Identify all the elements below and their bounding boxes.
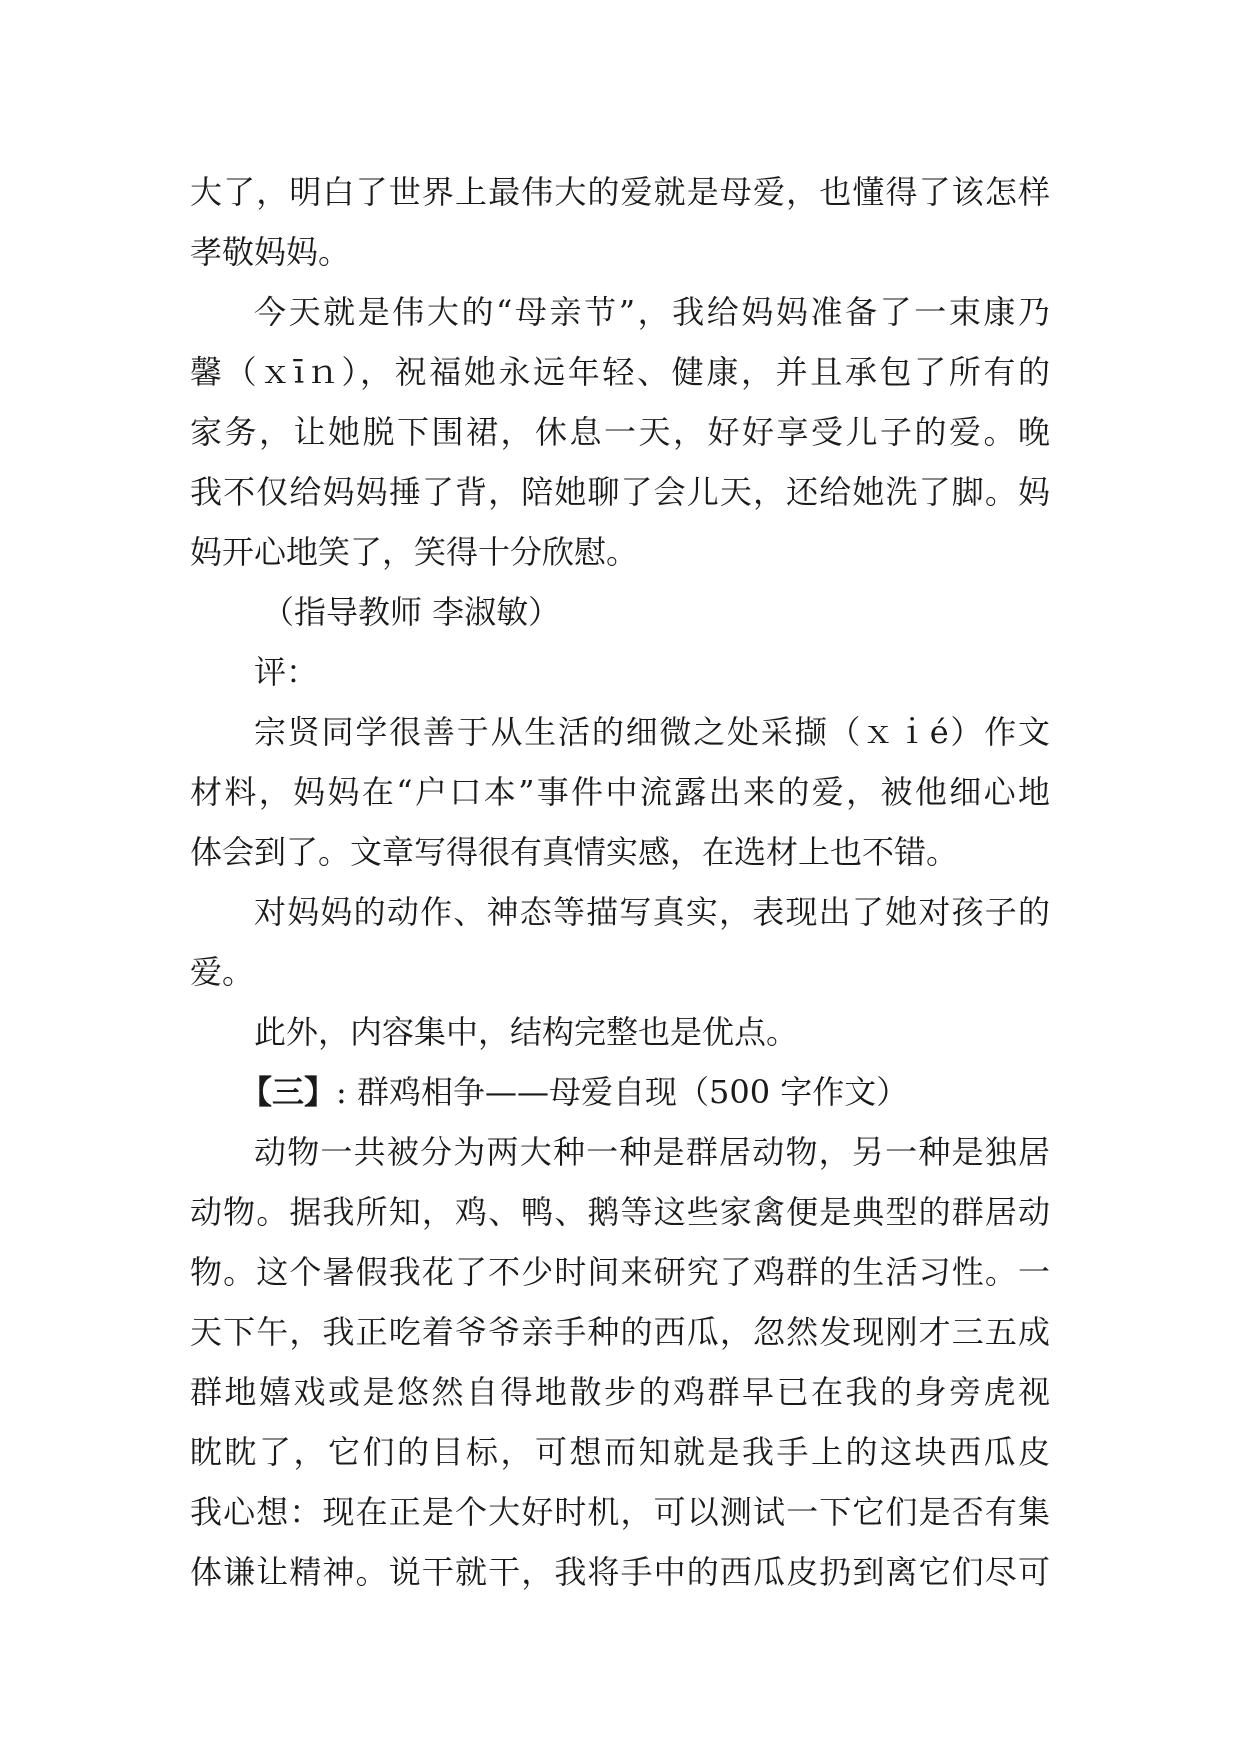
section-heading [190, 1062, 1050, 1122]
text-line: 此外，内容集中，结构完整也是优点。 [254, 1013, 799, 1051]
text-line: 我不仅给妈妈捶了背，陪她聊了会儿天，还给她洗了脚。妈 [190, 473, 1050, 511]
text-line: 今天就是伟大的“母亲节”，我给妈妈准备了一束康乃 [254, 293, 1050, 331]
text-line: 动物一共被分为两大种一种是群居动物，另一种是独居 [254, 1133, 1050, 1171]
text-line: 体会到了。文章写得很有真情实感，在选材上也不错。 [190, 833, 959, 871]
text-line: 材料，妈妈在“户口本”事件中流露出来的爱，被他细心地 [190, 773, 1050, 811]
article-body [190, 162, 1050, 1602]
comment-label: 评： [254, 653, 319, 691]
text-line: 天下午，我正吃着爷爷亲手种的西瓜，忽然发现刚才三五成 [190, 1313, 1050, 1351]
text-line: 对妈妈的动作、神态等描写真实，表现出了她对孩子的 [254, 893, 1050, 931]
text-line: 动物。据我所知，鸡、鸭、鹅等这些家禽便是典型的群居动 [190, 1193, 1050, 1231]
text-line: 宗贤同学很善于从生活的细微之处采撷（ｘｉé）作文 [254, 713, 1050, 751]
text-line: 体谦让精神。说干就干，我将手中的西瓜皮扔到离它们尽可 [190, 1553, 1050, 1591]
text-line: 家务，让她脱下围裙，休息一天，好好享受儿子的爱。晚 [190, 413, 1050, 451]
text-line: 群地嬉戏或是悠然自得地散步的鸡群早已在我的身旁虎视 [190, 1373, 1050, 1411]
section-title: : 群鸡相争——母爱自现（500 字作文） [336, 1073, 909, 1111]
text-line: 物。这个暑假我花了不少时间来研究了鸡群的生活习性。一 [190, 1253, 1050, 1291]
section-number: 【三】 [240, 1073, 337, 1111]
text-line: 妈开心地笑了，笑得十分欣慰。 [190, 533, 639, 571]
teacher-credit: （指导教师 李淑敏） [262, 593, 561, 631]
text-line: 爱。 [190, 953, 255, 991]
text-line: 孝敬妈妈。 [190, 233, 351, 271]
text-line: 馨（ｘīｎ），祝福她永远年轻、健康，并且承包了所有的 [190, 353, 1050, 391]
text-line: 大了，明白了世界上最伟大的爱就是母爱，也懂得了该怎样 [190, 173, 1050, 211]
text-line: 我心想：现在正是个大好时机，可以测试一下它们是否有集 [190, 1493, 1050, 1531]
text-line: 眈眈了，它们的目标，可想而知就是我手上的这块西瓜皮 [190, 1433, 1050, 1471]
